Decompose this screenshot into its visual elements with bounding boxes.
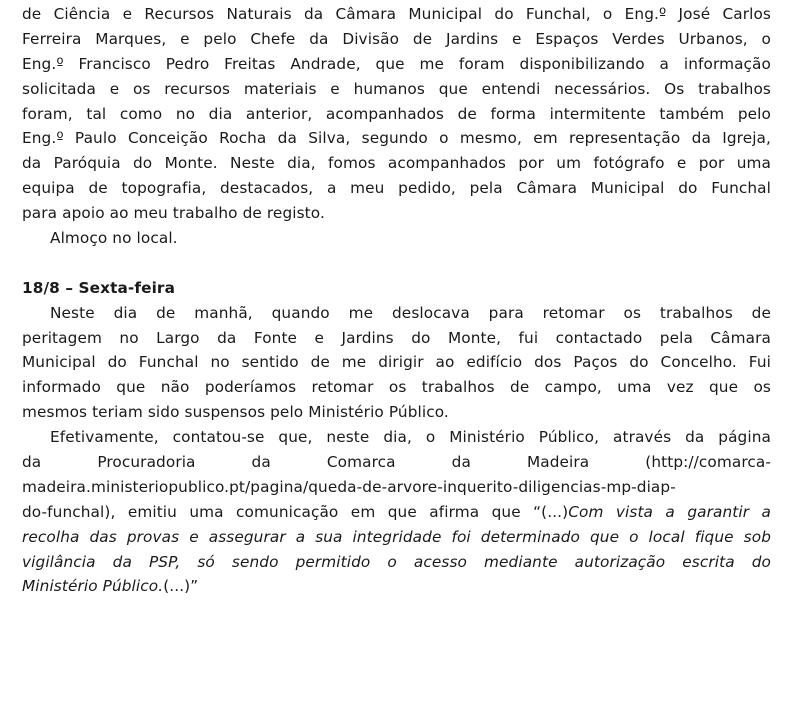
text-line: Municipal do Funchal no sentido de me dirigir ao edifício dos Paços do Concelho. Fui [22,353,771,372]
word: da [22,453,42,472]
text-line: Eng.º Paulo Conceição Rocha da Silva, segundo o mesmo, em representação da Igreja, [22,129,771,148]
lunch-note: Almoço no local. [50,229,178,248]
word: da [451,453,471,472]
word: Madeira [526,453,590,472]
quote-italic: Ministério Público. [22,577,164,596]
text-line: informado que não poderíamos retomar os trabalhos de campo, uma vez que os [22,378,771,397]
text-line [22,500,771,525]
text-line [22,450,771,475]
text-line: Eng.º Francisco Pedro Freitas Andrade, que me foram disponibilizando a informação [22,54,771,73]
text-line: para apoio ao meu trabalho de registo. [22,204,325,223]
url-line: madeira.ministeriopublico.pt/pagina/queda-de-arvore-inquerito-diligencias-mp-diap- [22,477,676,496]
word: Procuradoria [97,453,196,472]
text-fragment: do-funchal), emitiu uma comunicação em que afirma que “(...) [22,502,569,521]
url-fragment: (http://comarca- [645,453,771,472]
paragraph-2 [22,301,771,425]
text-line: de Ciência e Recursos Naturais da Câmara Municipal do Funchal, o Eng.º José Carlos [22,5,771,23]
paragraph-1 [22,2,771,226]
text-fragment: (...)” [163,577,199,596]
paragraph-3 [22,425,771,599]
word: Comarca [326,453,396,472]
text-line [22,574,771,599]
blank-line [22,251,771,276]
text-line: Efetivamente, contatou-se que, neste dia, o Ministério Público, através da página [50,428,771,447]
quote-italic: Com vista a garantir a [568,502,771,521]
text-line: Ferreira Marques, e pelo Chefe da Divisão de Jardins e Espaços Verdes Urbanos, o [22,29,771,48]
quote-line: vigilância da PSP, só sendo permitido o acesso mediante autorização escrita do [22,552,771,571]
text-line: mesmos teriam sido suspensos pelo Ministério Público. [22,403,449,422]
text-line: solicitada e os recursos materiais e humanos que entendi necessários. Os trabalhos [22,79,771,98]
word: da [251,453,271,472]
text-line: da Paróquia do Monte. Neste dia, fomos acompanhados por um fotógrafo e por uma [22,154,771,173]
quote-line: recolha das provas e assegurar a sua integridade foi determinado que o local fique sob [22,527,771,546]
text-line: peritagem no Largo da Fonte e Jardins do Monte, fui contactado pela Câmara [22,328,771,347]
section-heading: 18/8 – Sexta-feira [22,278,175,297]
text-line: foram, tal como no dia anterior, acompanhados de forma intermitente também pelo [22,104,771,123]
text-line: equipa de topografia, destacados, a meu pedido, pela Câmara Municipal do Funchal [22,179,771,198]
text-line: Neste dia de manhã, quando me deslocava para retomar os trabalhos de [50,303,771,322]
